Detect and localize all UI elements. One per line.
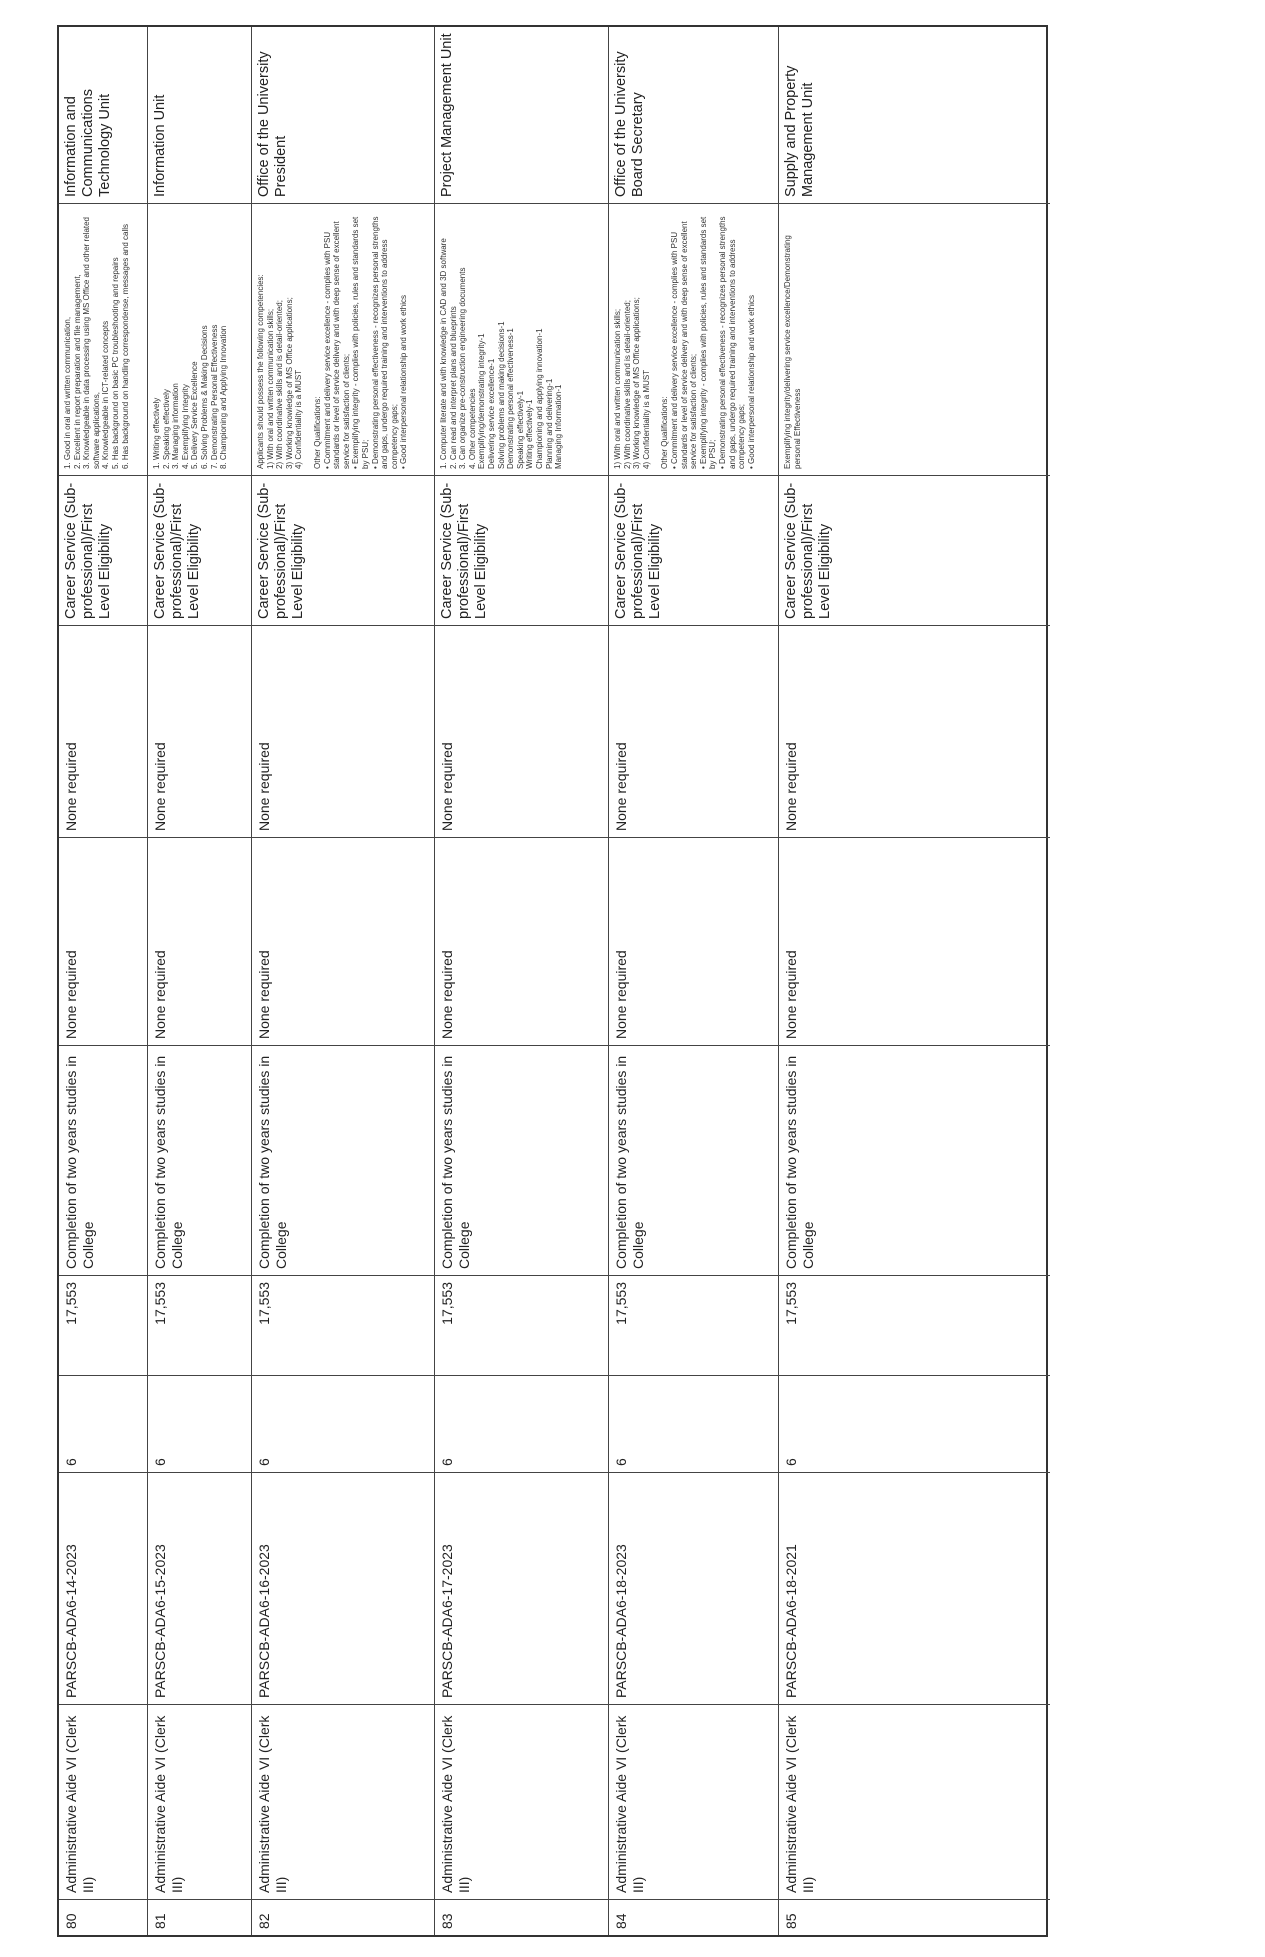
competency-line: Championing and applying innovation-1 (534, 328, 544, 469)
monthly-salary: 17,553 (609, 1275, 778, 1375)
competency-line: 2. Excellent in report preparation and file management, (72, 274, 82, 469)
plantilla-item-code: PARSCB-ADA6-16-2023 (252, 1472, 434, 1704)
competency-line: Writing effectively-1 (525, 399, 535, 469)
education-requirement: Completion of two years studies in College (59, 1045, 147, 1275)
competency-line: Applicants should possess the following competencies: (256, 274, 265, 469)
education-requirement: Completion of two years studies in College (609, 1045, 778, 1275)
competency-line: 5. Delivery Service Excellence (190, 361, 200, 469)
experience-requirement: None required (609, 625, 778, 837)
competency-line: • Exemplifying integrity - complies with policies, rules and standards set by PSU; (698, 216, 718, 469)
salary-grade: 6 (779, 1375, 1050, 1472)
competency-line: 4) Confidentiality is a MUST (294, 369, 304, 469)
plantilla-item-code: PARSCB-ADA6-17-2023 (435, 1472, 608, 1704)
competency-line: 2. Can read and interpret plans and blueprints (448, 306, 458, 469)
competency-line: • Commitment and delivery service excellence - complies with PSU standards or level of service delivery and with deep sense of excellent service for satisfaction of clients; (669, 221, 699, 469)
education-requirement: Completion of two years studies in College (148, 1045, 251, 1275)
competency-line: 2. Speaking effectively (161, 389, 171, 469)
table-row (779, 27, 1050, 1935)
eligibility-requirement: Career Service (Sub-professional)/First Level Eligibility (435, 475, 608, 625)
place-of-assignment: Project Management Unit (439, 33, 455, 197)
competency-line: Speaking effectively-1 (515, 390, 525, 469)
eligibility-requirement: Career Service (Sub-professional)/First Level Eligibility (609, 475, 778, 625)
competency-list (435, 203, 608, 475)
competency-line: Demonstrating personal effectiveness-1 (506, 328, 516, 469)
item-number: 80 (59, 1899, 147, 1935)
competency-line: 3. Can organize pre-construction engineering documents (458, 267, 468, 469)
training-requirement: None required (252, 837, 434, 1045)
spacer (651, 210, 660, 469)
competency-line: • Good interpersonal relationship and work ethics (399, 294, 409, 469)
competency-line: 1. Writing effectively (152, 397, 161, 469)
competency-line: • Demonstrating personal effectiveness - recognizes personal strengths and gaps, undergo required training and interventions to address competency gaps; (717, 216, 747, 469)
item-number: 85 (779, 1899, 1050, 1935)
place-of-assignment: Supply and Property Management Unit (783, 65, 816, 197)
salary-grade: 6 (435, 1375, 608, 1472)
plantilla-item-code: PARSCB-ADA6-15-2023 (148, 1472, 251, 1704)
item-number: 81 (148, 1899, 251, 1935)
item-number: 83 (435, 1899, 608, 1935)
competency-line: Managing Information-1 (554, 384, 564, 469)
competency-list (59, 203, 147, 475)
position-title: Administrative Aide VI (Clerk III) (252, 1704, 434, 1899)
table-row (609, 27, 779, 1935)
competency-line: 5. Has background on basic PC troubleshooting and repairs (110, 257, 120, 469)
salary-grade: 6 (148, 1375, 251, 1472)
training-requirement: None required (779, 837, 1050, 1045)
positions-table (57, 25, 1048, 1937)
competency-line: 4. Exemplifying Integrity (180, 384, 190, 469)
monthly-salary: 17,553 (148, 1275, 251, 1375)
table-row (435, 27, 609, 1935)
competency-line: 6. Solving Problems & Making Decisions (199, 325, 209, 469)
competency-line: 3) Working knowledge of MS Office applications; (284, 297, 294, 469)
place-of-assignment: Information and Communications Technology Unit (63, 89, 113, 197)
eligibility-requirement: Career Service (Sub-professional)/First Level Eligibility (148, 475, 251, 625)
competency-line: 4) Confidentiality is a MUST (641, 369, 651, 469)
training-requirement: None required (609, 837, 778, 1045)
monthly-salary: 17,553 (435, 1275, 608, 1375)
competency-line: Exemplifying/demonstrating integrity-1 (477, 333, 487, 469)
training-requirement: None required (435, 837, 608, 1045)
competency-line: 4. Knowledgeable in ICT-related concepts (101, 320, 111, 469)
experience-requirement: None required (435, 625, 608, 837)
competency-line: 1) With oral and written communication skills; (613, 308, 622, 469)
experience-requirement: None required (59, 625, 147, 837)
competency-line: 1) With oral and written communication skills; (265, 308, 275, 469)
experience-requirement: None required (779, 625, 1050, 837)
monthly-salary: 17,553 (252, 1275, 434, 1375)
competency-list (148, 203, 251, 475)
competency-line: 2) With coordinative skills and is detail-oriented; (622, 300, 632, 469)
competency-line: Solving problems and making decisions-1 (496, 321, 506, 469)
spacer (304, 210, 313, 469)
competency-line: Other Qualifications: (660, 396, 670, 469)
competency-line: • Good interpersonal relationship and work ethics (746, 294, 756, 469)
eligibility-requirement: Career Service (Sub-professional)/First Level Eligibility (252, 475, 434, 625)
plantilla-item-code: PARSCB-ADA6-18-2023 (609, 1472, 778, 1704)
plantilla-item-code: PARSCB-ADA6-14-2023 (59, 1472, 147, 1704)
plantilla-item-code: PARSCB-ADA6-18-2021 (779, 1472, 1050, 1704)
competency-line: Delivering service excellence-1 (486, 358, 496, 469)
monthly-salary: 17,553 (59, 1275, 147, 1375)
competency-line: • Commitment and delivery service excellence - complies with PSU standards or level of service delivery and with deep sense of excellent service for satisfaction of clients; (322, 221, 351, 469)
competency-list (779, 203, 1050, 475)
education-requirement: Completion of two years studies in College (252, 1045, 434, 1275)
competency-line: Planning and delivering-1 (544, 378, 554, 469)
training-requirement: None required (59, 837, 147, 1045)
competency-line: 3. Managing information (171, 383, 181, 469)
position-title: Administrative Aide VI (Clerk III) (148, 1704, 251, 1899)
salary-grade: 6 (59, 1375, 147, 1472)
competency-line: 6. Has background on handling correspondense, messages and calls (120, 223, 130, 469)
experience-requirement: None required (252, 625, 434, 837)
competency-line: • Exemplifying integrity - complies with policies, rules and standards set by PSU; (351, 216, 370, 469)
competency-list (609, 203, 778, 475)
position-title: Administrative Aide VI (Clerk III) (779, 1704, 1050, 1899)
place-of-assignment: Office of the University Board Secretary (613, 51, 646, 197)
competency-line: 3. Knowledgeable in data processing using MS Office and other related software applications, (82, 216, 101, 469)
competency-line: 8. Championing and Applying Innovation (219, 325, 229, 469)
place-of-assignment: Information Unit (152, 94, 168, 197)
competency-list (252, 203, 434, 475)
competency-line: Exemplifying integrity/delivering service excellence/Demonstrating personal Effectiveness (783, 235, 802, 469)
item-number: 82 (252, 1899, 434, 1935)
position-title: Administrative Aide VI (Clerk III) (435, 1704, 608, 1899)
competency-line: Other Qualifications: (312, 396, 322, 469)
eligibility-requirement: Career Service (Sub-professional)/First Level Eligibility (59, 475, 147, 625)
salary-grade: 6 (609, 1375, 778, 1472)
position-title: Administrative Aide VI (Clerk III) (59, 1704, 147, 1899)
table-row (59, 27, 148, 1935)
competency-line: 2) With coordinative skills and is detail-oriented; (275, 300, 285, 469)
competency-line: • Demonstrating personal effectiveness - recognizes personal strengths and gaps, undergo required training and interventions to address competency gaps; (370, 216, 399, 469)
item-number: 84 (609, 1899, 778, 1935)
position-title: Administrative Aide VI (Clerk III) (609, 1704, 778, 1899)
competency-line: 1. Computer literate and with knowledge in CAD and 3D software (439, 238, 448, 469)
competency-line: 7. Demonstrating Personal Effectiveness (209, 324, 219, 469)
experience-requirement: None required (148, 625, 251, 837)
place-of-assignment: Office of the University President (256, 51, 289, 197)
salary-grade: 6 (252, 1375, 434, 1472)
table-row (148, 27, 252, 1935)
competency-line: 1. Good in oral and written communication, (63, 316, 72, 469)
training-requirement: None required (148, 837, 251, 1045)
competency-line: 3) Working knowledge of MS Office applications; (632, 297, 642, 469)
education-requirement: Completion of two years studies in College (435, 1045, 608, 1275)
monthly-salary: 17,553 (779, 1275, 1050, 1375)
table-row (252, 27, 435, 1935)
education-requirement: Completion of two years studies in College (779, 1045, 1050, 1275)
competency-line: 4. Other competencies (467, 388, 477, 469)
eligibility-requirement: Career Service (Sub-professional)/First Level Eligibility (779, 475, 1050, 625)
